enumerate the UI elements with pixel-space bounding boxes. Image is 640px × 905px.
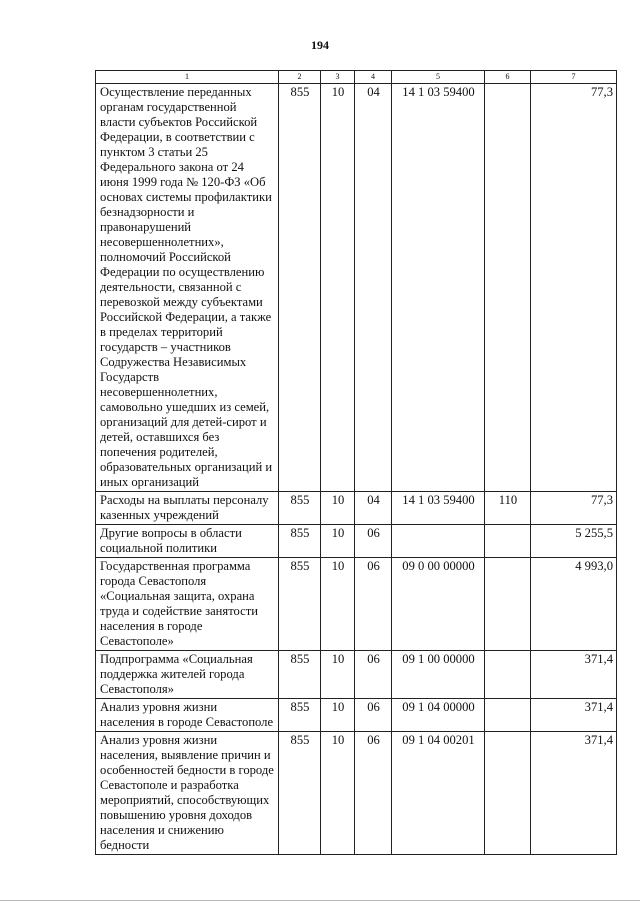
column-header: 1 (96, 71, 279, 84)
cell-section: 10 (321, 492, 355, 525)
cell-ministry: 855 (279, 651, 321, 699)
column-header: 3 (321, 71, 355, 84)
cell-amount: 77,3 (531, 84, 617, 492)
budget-table (95, 70, 617, 855)
table-row (96, 525, 617, 558)
cell-expense-type: 110 (485, 492, 531, 525)
cell-ministry: 855 (279, 84, 321, 492)
cell-section: 10 (321, 84, 355, 492)
cell-subsection: 04 (355, 492, 392, 525)
cell-amount: 4 993,0 (531, 558, 617, 651)
cell-amount: 371,4 (531, 699, 617, 732)
cell-expense-type (485, 525, 531, 558)
cell-target-article: 09 0 00 00000 (392, 558, 485, 651)
cell-subsection: 06 (355, 558, 392, 651)
cell-expense-type (485, 558, 531, 651)
cell-subsection: 04 (355, 84, 392, 492)
row-name: Другие вопросы в области социальной политики (96, 525, 279, 558)
row-name: Осуществление переданных органам государственной власти субъектов Российской Федерации, в соответствии с пунктом 3 статьи 25 Федерального закона от 24 июня 1999 года № 120-ФЗ «Об основах системы профилактики безнадзорности и правонарушений несовершеннолетних», полномочий Российской Федерации по осуществлению деятельности, связанной с перевозкой между субъектами Российской Федерации, а также в пределах территорий государств – участников Содружества Независимых Государств несовершеннолетних, самовольно ушедших из семей, организаций для детей-сирот и детей, оставшихся без попечения родителей, образовательных организаций и иных организаций (96, 84, 279, 492)
table-row (96, 492, 617, 525)
cell-target-article: 09 1 04 00000 (392, 699, 485, 732)
cell-ministry: 855 (279, 732, 321, 855)
cell-ministry: 855 (279, 492, 321, 525)
cell-target-article: 09 1 00 00000 (392, 651, 485, 699)
table-row (96, 699, 617, 732)
page-number: 194 (311, 38, 329, 52)
column-header: 5 (392, 71, 485, 84)
cell-subsection: 06 (355, 699, 392, 732)
page-bottom-edge (0, 900, 640, 901)
cell-ministry: 855 (279, 558, 321, 651)
row-name: Анализ уровня жизни населения, выявление причин и особенностей бедности в городе Севастополе и разработка мероприятий, способствующих повышению уровня доходов населения и снижению бедности (96, 732, 279, 855)
cell-target-article: 14 1 03 59400 (392, 492, 485, 525)
table-row (96, 558, 617, 651)
cell-target-article: 14 1 03 59400 (392, 84, 485, 492)
cell-expense-type (485, 732, 531, 855)
cell-amount: 5 255,5 (531, 525, 617, 558)
cell-target-article (392, 525, 485, 558)
cell-section: 10 (321, 525, 355, 558)
cell-ministry: 855 (279, 525, 321, 558)
cell-subsection: 06 (355, 525, 392, 558)
cell-subsection: 06 (355, 651, 392, 699)
table-header-row (96, 71, 617, 84)
column-header: 2 (279, 71, 321, 84)
table-row (96, 732, 617, 855)
cell-expense-type (485, 651, 531, 699)
cell-expense-type (485, 84, 531, 492)
column-header: 7 (531, 71, 617, 84)
column-header: 4 (355, 71, 392, 84)
cell-section: 10 (321, 558, 355, 651)
table-row (96, 651, 617, 699)
cell-section: 10 (321, 699, 355, 732)
column-header: 6 (485, 71, 531, 84)
cell-target-article: 09 1 04 00201 (392, 732, 485, 855)
cell-amount: 77,3 (531, 492, 617, 525)
row-name: Расходы на выплаты персоналу казенных учреждений (96, 492, 279, 525)
cell-amount: 371,4 (531, 651, 617, 699)
cell-section: 10 (321, 651, 355, 699)
cell-expense-type (485, 699, 531, 732)
cell-ministry: 855 (279, 699, 321, 732)
row-name: Государственная программа города Севастополя «Социальная защита, охрана труда и содействие занятости населения в городе Севастополе» (96, 558, 279, 651)
row-name: Подпрограмма «Социальная поддержка жителей города Севастополя» (96, 651, 279, 699)
row-name: Анализ уровня жизни населения в городе Севастополе (96, 699, 279, 732)
table-row (96, 84, 617, 492)
cell-subsection: 06 (355, 732, 392, 855)
cell-section: 10 (321, 732, 355, 855)
cell-amount: 371,4 (531, 732, 617, 855)
